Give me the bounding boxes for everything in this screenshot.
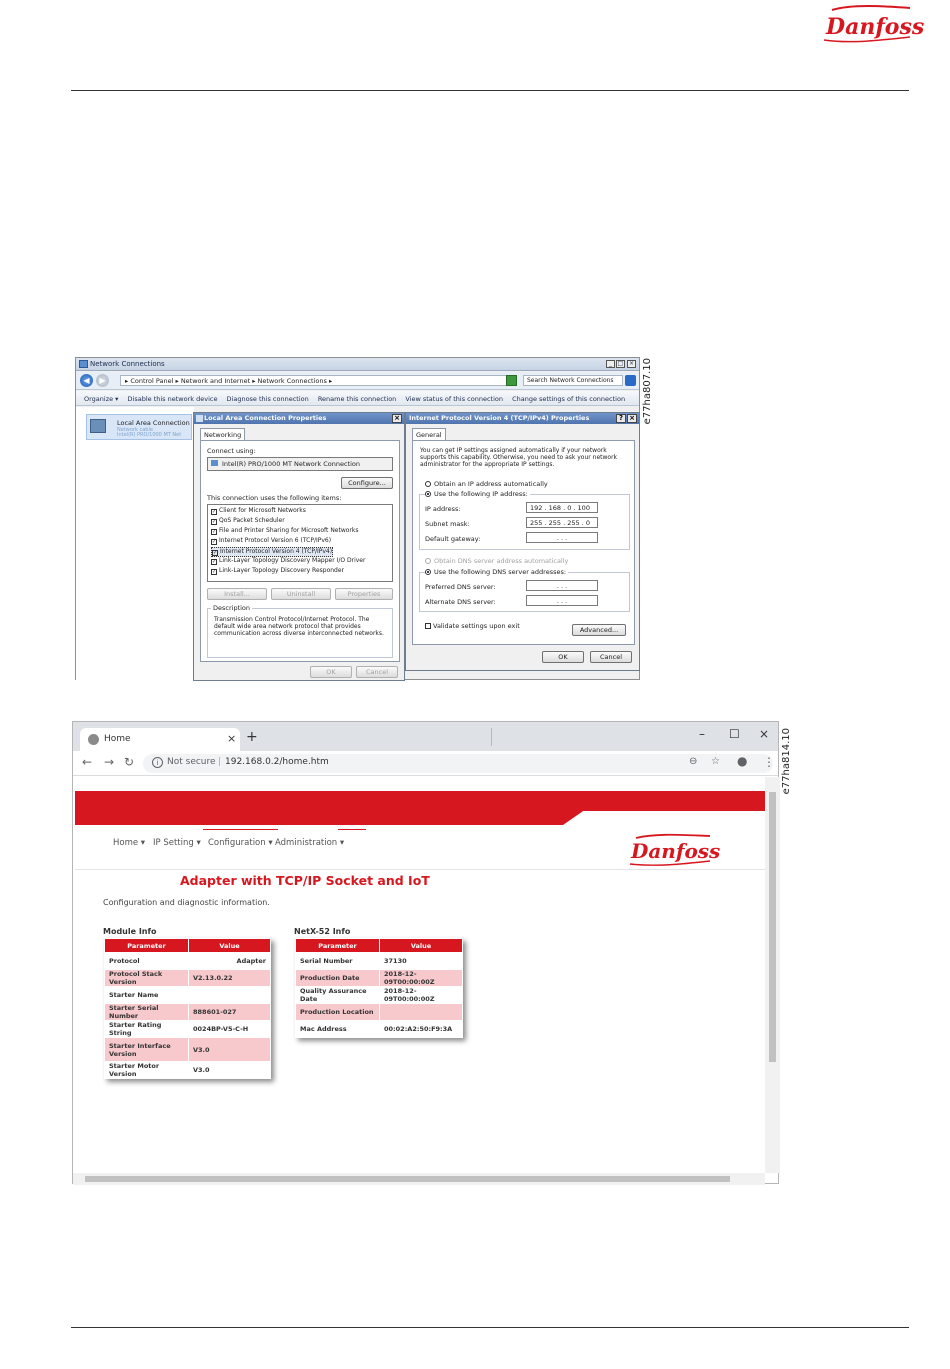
ipv4-properties-dialog — [405, 412, 640, 671]
star-icon[interactable]: ☆ — [711, 756, 720, 767]
column-header: Value — [380, 939, 463, 953]
radio-button[interactable] — [425, 481, 431, 487]
list-item[interactable]: ✓ Client for Microsoft Networks — [212, 507, 306, 515]
table-cell: 37130 — [380, 953, 463, 970]
back-button[interactable]: ◀ — [80, 374, 93, 387]
checkbox[interactable]: ✓ — [212, 539, 217, 545]
table-row — [296, 970, 463, 987]
table-header — [105, 939, 271, 953]
checkbox[interactable]: ✓ — [213, 550, 218, 556]
menu-home[interactable]: Home ▾ — [113, 838, 146, 848]
preferred-dns-label: Preferred DNS server: — [425, 583, 496, 591]
tab-general[interactable]: General — [412, 428, 446, 440]
table-row — [105, 1004, 271, 1021]
checkbox[interactable] — [425, 623, 431, 629]
list-item[interactable]: ✓ QoS Packet Scheduler — [212, 517, 285, 525]
horizontal-scrollbar[interactable] — [73, 1173, 765, 1185]
lac-dialog-title: Local Area Connection Properties — [204, 414, 327, 422]
description-text: Transmission Control Protocol/Internet Protocol. The default wide area network protocol that provides communication across diverse interconnected networks. — [214, 616, 384, 637]
module-info-title: Module Info — [103, 927, 157, 936]
table-row — [105, 1062, 271, 1079]
page-subtitle: Configuration and diagnostic information. — [103, 898, 270, 907]
table-cell: 2018-12-09T00:00:00Z — [380, 987, 463, 1004]
page-title: Adapter with TCP/IP Socket and IoT — [180, 873, 430, 888]
module-info-table — [104, 938, 271, 1079]
table-cell: Starter Motor Version — [105, 1062, 189, 1079]
menu-highlight — [338, 829, 366, 830]
command-bar — [76, 391, 639, 406]
connection-status: Network cable — [117, 427, 153, 433]
ok-button[interactable]: OK — [542, 651, 584, 663]
column-header: Value — [189, 939, 271, 953]
tab-networking[interactable]: Networking — [200, 428, 245, 440]
table-cell: 2018-12-09T00:00:00Z — [380, 970, 463, 987]
header-notch — [563, 811, 765, 825]
close-window-icon[interactable]: × — [759, 727, 770, 741]
close-button[interactable]: × — [392, 414, 402, 423]
table-row — [105, 987, 271, 1004]
network-connections-window — [75, 357, 640, 680]
table-cell: Starter Interface Version — [105, 1038, 189, 1062]
menu-icon[interactable]: ⋮ — [763, 755, 775, 769]
page-content — [73, 777, 765, 1173]
ip-address-label: IP address: — [425, 505, 461, 513]
list-item-selected[interactable]: ✓ Internet Protocol Version 4 (TCP/IPv4) — [213, 548, 333, 556]
column-header: Parameter — [296, 939, 380, 953]
minimize-icon[interactable]: – — [699, 727, 705, 741]
cmd-change-settings[interactable]: Change settings of this connection — [512, 395, 626, 403]
subnet-mask-label: Subnet mask: — [425, 520, 470, 528]
table-cell: Protocol — [105, 953, 189, 970]
globe-icon — [88, 734, 99, 745]
cmd-disable[interactable]: Disable this network device — [127, 395, 218, 403]
tab-separator — [491, 728, 492, 746]
lac-panel — [200, 440, 400, 662]
netx-info-title: NetX-52 Info — [294, 927, 351, 936]
menu-configuration[interactable]: Configuration ▾ — [208, 838, 273, 848]
table-row — [296, 953, 463, 970]
omnibox[interactable] — [143, 754, 773, 773]
gateway-field[interactable]: . . . — [526, 532, 598, 543]
preferred-dns-field[interactable]: . . . — [526, 580, 598, 591]
install-button[interactable]: Install... — [207, 588, 267, 600]
dns-group — [419, 572, 630, 612]
checkbox[interactable]: ✓ — [212, 509, 217, 515]
connection-item[interactable] — [86, 414, 192, 440]
connection-adapter: Intel(R) PRO/1000 MT Net — [117, 432, 182, 438]
reload-icon[interactable]: ↻ — [124, 755, 135, 769]
table-cell: V2.13.0.22 — [189, 970, 271, 987]
close-button[interactable]: × — [628, 360, 635, 367]
column-header: Parameter — [105, 939, 189, 953]
netx-info-table — [295, 938, 463, 1038]
adapter-field — [207, 457, 393, 471]
adapter-name: Intel(R) PRO/1000 MT Network Connection — [222, 460, 361, 468]
table-row — [105, 970, 271, 987]
ipv4-panel — [412, 440, 635, 645]
url-text[interactable]: 192.168.0.2/home.htm — [225, 757, 329, 767]
browser-window — [72, 721, 779, 1184]
cmd-rename[interactable]: Rename this connection — [317, 395, 397, 403]
address-bar — [76, 372, 639, 390]
divider: | — [218, 757, 222, 767]
obtain-dns-radio[interactable]: Obtain DNS server address automatically — [425, 557, 568, 565]
table-cell: 0024BP-V5-C-H — [189, 1021, 271, 1038]
cmd-diagnose[interactable]: Diagnose this connection — [226, 395, 309, 403]
alternate-dns-label: Alternate DNS server: — [425, 598, 496, 606]
vertical-scrollbar[interactable] — [765, 777, 780, 1173]
table-cell: Starter Rating String — [105, 1021, 189, 1038]
connect-using-label: Connect using: — [207, 447, 256, 455]
list-item[interactable]: ✓ File and Printer Sharing for Microsoft Networks — [212, 527, 359, 535]
connection-name: Local Area Connection — [117, 419, 190, 427]
radio-button-selected[interactable] — [425, 569, 431, 575]
items-label: This connection uses the following items: — [207, 494, 342, 502]
table-cell: Adapter — [189, 953, 271, 970]
menu-administration[interactable]: Administration ▾ — [275, 838, 345, 848]
use-dns-radio[interactable]: Use the following DNS server addresses: — [425, 568, 568, 576]
window-titlebar — [76, 358, 639, 371]
table-cell — [189, 987, 271, 1004]
table-row — [105, 953, 271, 970]
lac-dialog-titlebar — [194, 413, 404, 424]
browser-tabstrip — [73, 722, 778, 751]
menu-highlight — [203, 829, 278, 830]
use-ip-radio[interactable]: Use the following IP address: — [425, 490, 530, 498]
new-tab-icon[interactable]: + — [246, 729, 258, 745]
cancel-button[interactable]: Cancel — [356, 666, 398, 678]
maximize-icon[interactable]: ☐ — [729, 727, 740, 741]
table-cell: Serial Number — [296, 953, 380, 970]
description-group — [207, 604, 393, 658]
search-input[interactable]: Search Network Connections — [523, 375, 623, 386]
cmd-organize[interactable]: Organize ▾ — [84, 395, 119, 403]
ok-button[interactable]: OK — [310, 666, 352, 678]
dialog-icon — [196, 415, 203, 422]
adapter-icon — [211, 460, 218, 466]
cancel-button[interactable]: Cancel — [590, 651, 632, 663]
table-row — [105, 1021, 271, 1038]
address-path[interactable]: ▸ Control Panel ▸ Network and Internet ▸ Network Connections ▸ — [120, 375, 510, 386]
list-item[interactable]: ✓ Link-Layer Topology Discovery Mapper I/O Driver — [212, 557, 366, 565]
network-adapter-icon — [90, 419, 106, 433]
ipv4-dialog-title: Internet Protocol Version 4 (TCP/IPv4) Properties — [409, 414, 590, 422]
danfoss-logo — [628, 833, 721, 867]
figure-tag: e77ha807.10 — [642, 358, 653, 425]
forward-icon[interactable]: → — [104, 755, 115, 769]
table-cell: V3.0 — [189, 1062, 271, 1079]
validate-checkbox[interactable]: Validate settings upon exit — [425, 622, 520, 630]
description-label: Description — [213, 604, 251, 612]
gateway-label: Default gateway: — [425, 535, 481, 543]
table-cell: Protocol Stack Version — [105, 970, 189, 987]
uninstall-button[interactable]: Uninstall — [271, 588, 331, 600]
lac-properties-dialog — [193, 412, 405, 681]
maximize-button[interactable]: □ — [617, 360, 624, 367]
table-cell: Production Date — [296, 970, 380, 987]
table-row — [296, 1021, 463, 1038]
table-cell — [380, 1004, 463, 1021]
window-title: Network Connections — [90, 360, 165, 368]
account-icon[interactable]: ● — [737, 754, 748, 768]
subnet-mask-field[interactable]: 255 . 255 . 255 . 0 — [526, 517, 598, 528]
table-cell: Mac Address — [296, 1021, 380, 1038]
scrollbar-thumb[interactable] — [85, 1176, 730, 1182]
obtain-ip-radio[interactable]: Obtain an IP address automatically — [425, 480, 548, 488]
checkbox[interactable]: ✓ — [212, 559, 217, 565]
radio-button-selected[interactable] — [425, 491, 431, 497]
menu-ip-setting[interactable]: IP Setting ▾ — [153, 838, 201, 848]
radio-button[interactable] — [425, 558, 431, 564]
alternate-dns-field[interactable]: . . . — [526, 595, 598, 606]
header-rule — [71, 90, 909, 91]
table-cell: 888601-027 — [189, 1004, 271, 1021]
refresh-icon[interactable] — [506, 375, 517, 386]
svg-text:Danfoss: Danfoss — [631, 839, 721, 863]
back-icon[interactable]: ← — [82, 755, 93, 769]
table-cell: Production Location — [296, 1004, 380, 1021]
not-secure-label: Not secure — [167, 757, 216, 767]
checkbox[interactable]: ✓ — [212, 529, 217, 535]
danfoss-logo — [822, 4, 925, 44]
info-icon[interactable]: i — [152, 757, 163, 768]
properties-button[interactable]: Properties — [335, 588, 393, 600]
figure-tag: e77ha814.10 — [781, 728, 792, 795]
table-row — [296, 987, 463, 1004]
intro-text: You can get IP settings assigned automatically if your network supports this capability. Otherwise, you need to ask your network administrator for the appropriate IP settings. — [420, 447, 618, 468]
footer-rule — [71, 1327, 909, 1328]
table-row — [105, 1038, 271, 1062]
table-cell: Starter Serial Number — [105, 1004, 189, 1021]
checkbox[interactable]: ✓ — [212, 569, 217, 575]
zoom-icon[interactable]: ⊖ — [689, 756, 698, 767]
configure-button[interactable]: Configure... — [341, 477, 393, 489]
help-icon[interactable] — [625, 375, 636, 386]
table-cell: Quality Assurance Date — [296, 987, 380, 1004]
scrollbar-thumb[interactable] — [769, 792, 776, 1062]
network-folder-icon — [79, 360, 88, 368]
tab-title: Home — [104, 734, 131, 744]
table-cell: Starter Name — [105, 987, 189, 1004]
browser-tab[interactable] — [80, 728, 240, 751]
list-item[interactable]: ✓ Internet Protocol Version 6 (TCP/IPv6) — [212, 537, 332, 545]
forward-button[interactable]: ▶ — [96, 374, 109, 387]
cmd-view-status[interactable]: View status of this connection — [405, 395, 503, 403]
minimize-button[interactable]: _ — [606, 360, 615, 368]
list-item[interactable]: ✓ Link-Layer Topology Discovery Responder — [212, 567, 345, 575]
help-button[interactable]: ? — [616, 414, 626, 423]
ip-address-field[interactable]: 192 . 168 . 0 . 100 — [526, 502, 598, 513]
advanced-button[interactable]: Advanced... — [572, 624, 626, 636]
close-tab-icon[interactable]: × — [227, 732, 237, 745]
items-list[interactable] — [207, 504, 393, 582]
close-button[interactable]: × — [627, 414, 637, 423]
ipv4-dialog-titlebar — [406, 413, 639, 424]
svg-text:Danfoss: Danfoss — [826, 14, 925, 40]
connections-pane — [76, 407, 194, 680]
checkbox[interactable]: ✓ — [212, 519, 217, 525]
browser-toolbar — [73, 751, 778, 776]
table-cell: 00:02:A2:50:F9:3A — [380, 1021, 463, 1038]
table-row — [296, 1004, 463, 1021]
table-header — [296, 939, 463, 953]
table-cell: V3.0 — [189, 1038, 271, 1062]
